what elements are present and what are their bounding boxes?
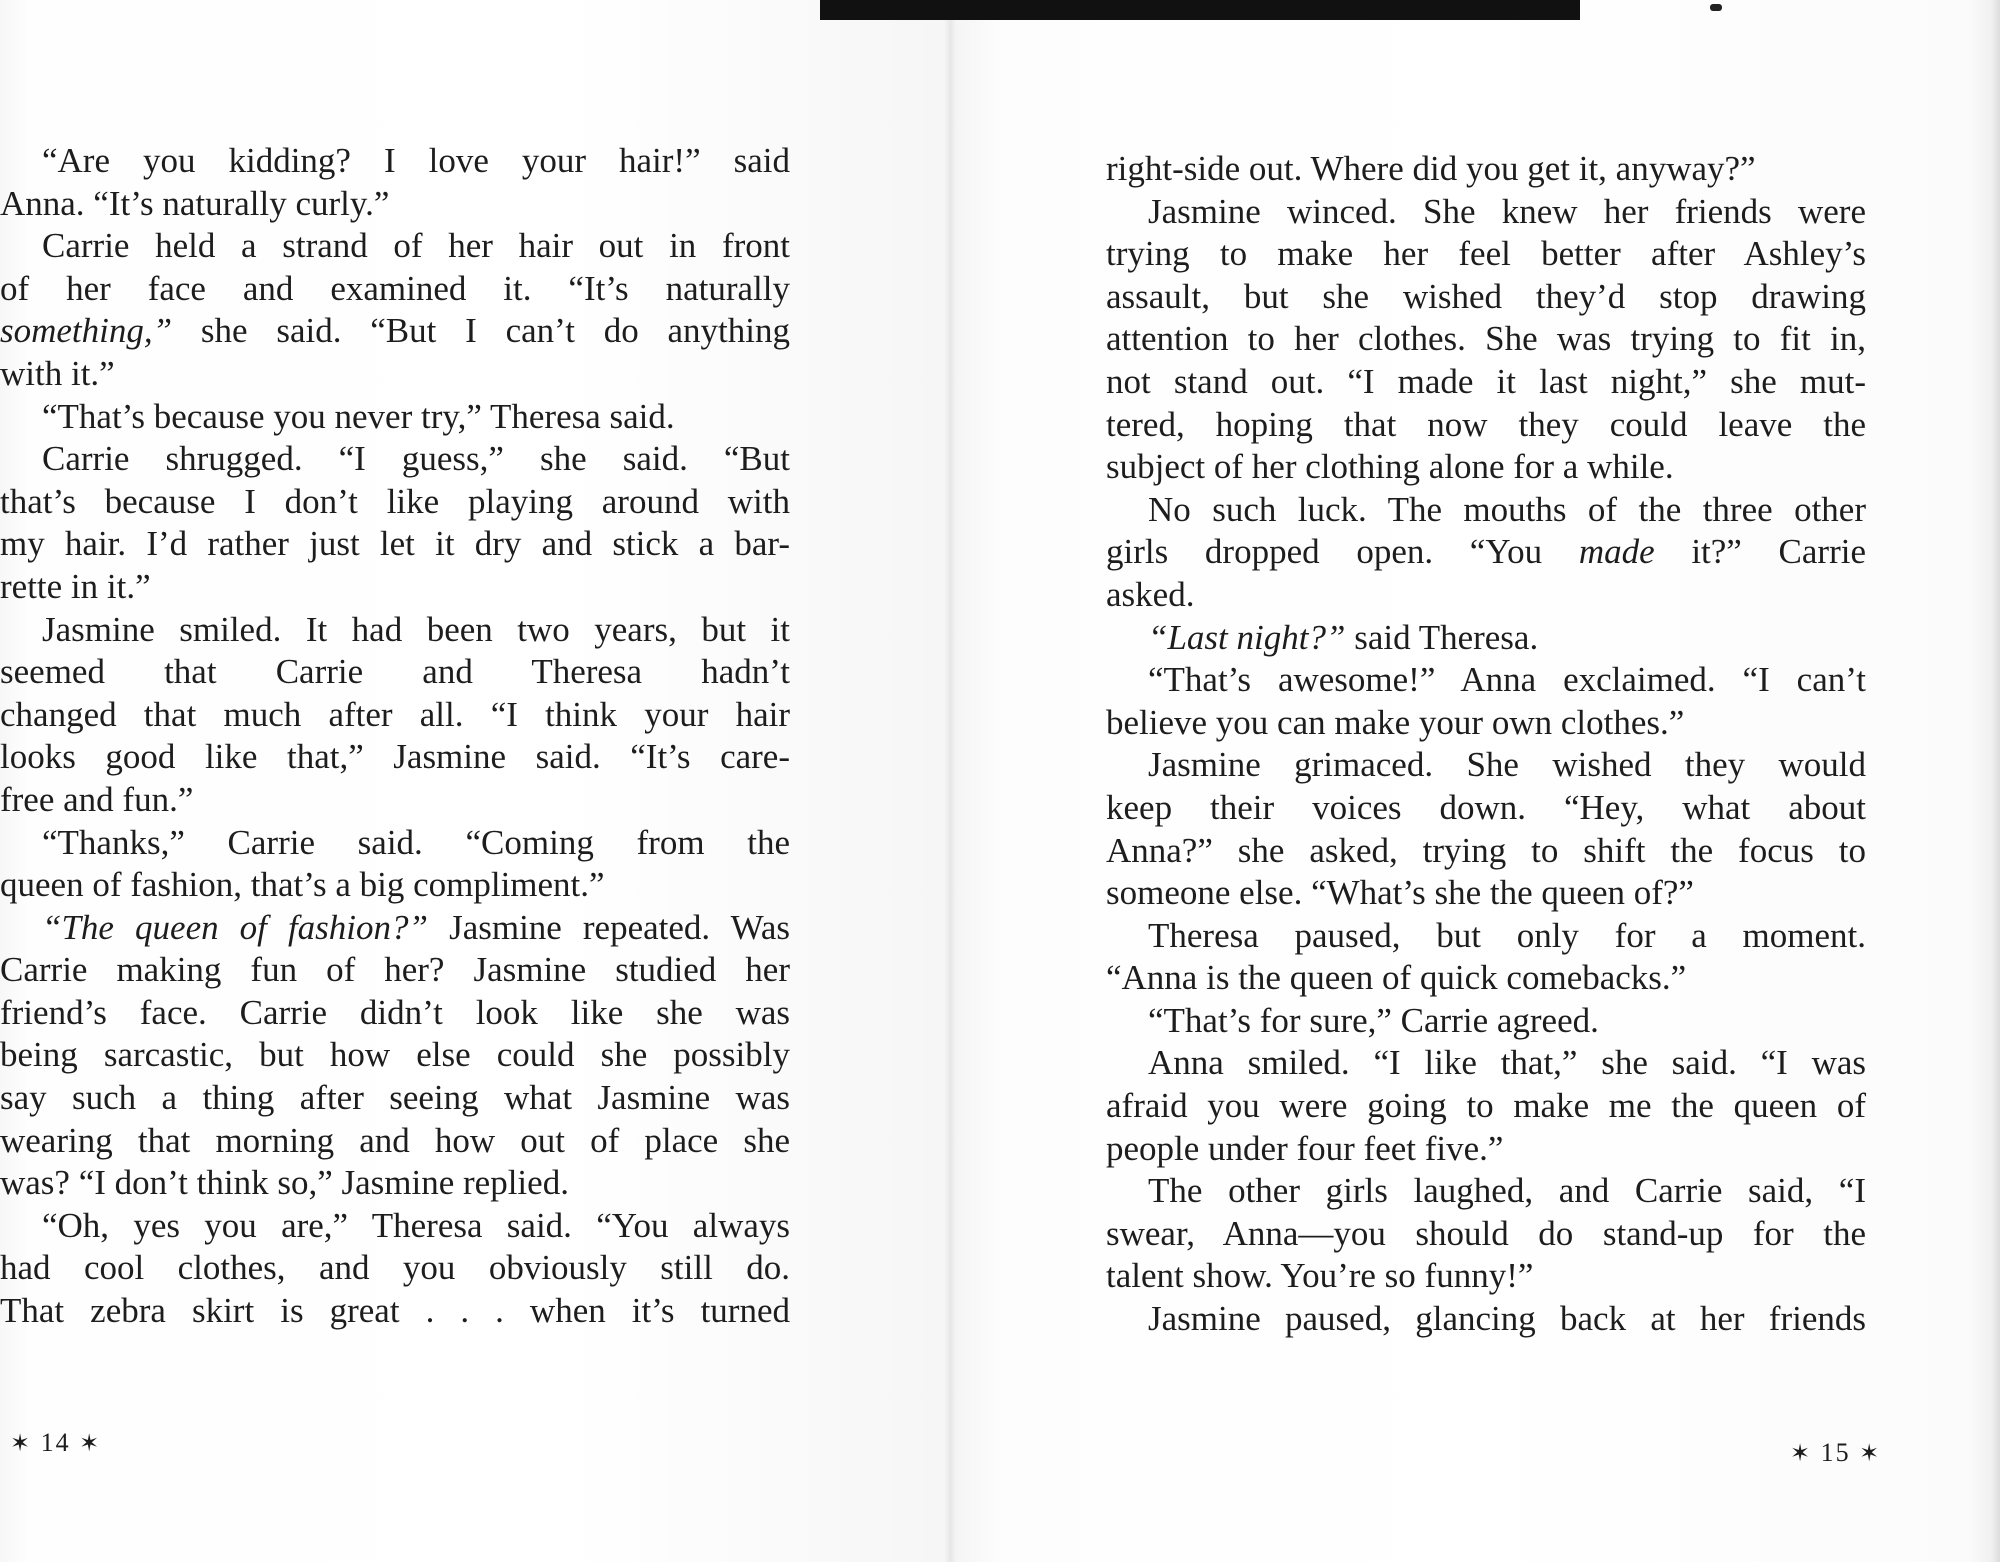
text-line: subject of her clothing alone for a while. [1106, 447, 1674, 487]
text-line: my hair. I’d rather just let it dry and stick a bar- [0, 524, 790, 564]
text-line: talent show. You’re so funny!” [1106, 1256, 1534, 1296]
text-line: “The queen of fashion?” Jasmine repeated. Was [42, 907, 790, 947]
text-line: “That’s because you never try,” Theresa said. [42, 396, 675, 436]
text-line: “Oh, yes you are,” Theresa said. “You always [42, 1205, 790, 1245]
text-line: right-side out. Where did you get it, anyway?” [1106, 149, 1756, 188]
text-line: trying to make her feel better after Ashley’s [1106, 234, 1866, 274]
text-line: Jasmine winced. She knew her friends were [1148, 191, 1866, 231]
text-line: people under four feet five.” [1106, 1128, 1504, 1168]
text-line: with it.” [0, 353, 115, 393]
text-line: Anna. “It’s naturally curly.” [0, 183, 390, 223]
text-line: The other girls laughed, and Carrie said, “I [1148, 1171, 1866, 1211]
text-line: Anna?” she asked, trying to shift the focus to [1106, 830, 1866, 870]
text-line: “Are you kidding? I love your hair!” said [42, 141, 790, 180]
star-icon: ✶ [1859, 1441, 1882, 1467]
text-line: Jasmine paused, glancing back at her friends [1148, 1299, 1866, 1339]
text-line: wearing that morning and how out of place she [0, 1120, 790, 1160]
text-line: being sarcastic, but how else could she possibly [0, 1035, 790, 1075]
page-number-right [1790, 1438, 1881, 1468]
right-page-text [1106, 148, 1866, 1341]
text-line: “Thanks,” Carrie said. “Coming from the [42, 822, 790, 862]
text-line: changed that much after all. “I think your hair [0, 694, 790, 734]
top-shadow-bar [820, 0, 1580, 20]
text-line: something,” she said. “But I can’t do anything [0, 311, 790, 351]
text-line: had cool clothes, and you obviously still do. [0, 1248, 790, 1288]
text-line: “Last night?” said Theresa. [1148, 617, 1539, 657]
text-line: “That’s awesome!” Anna exclaimed. “I can’t [1148, 660, 1866, 700]
text-line: swear, Anna—you should do stand-up for the [1106, 1213, 1866, 1253]
text-line: Carrie making fun of her? Jasmine studied her [0, 950, 790, 990]
text-line: No such luck. The mouths of the three other [1148, 489, 1866, 529]
text-line: attention to her clothes. She was trying to fit in, [1106, 319, 1866, 359]
star-icon: ✶ [79, 1431, 102, 1457]
text-line: girls dropped open. “You made it?” Carrie [1106, 532, 1866, 572]
text-line: of her face and examined it. “It’s naturally [0, 268, 790, 308]
text-line: asked. [1106, 574, 1195, 614]
page-edge [1992, 0, 2000, 1562]
text-line: rette in it.” [0, 566, 151, 606]
star-icon: ✶ [10, 1431, 33, 1457]
text-line: Anna smiled. “I like that,” she said. “I was [1148, 1043, 1866, 1083]
text-line: queen of fashion, that’s a big compliment.” [0, 865, 605, 905]
text-line: was? “I don’t think so,” Jasmine replied. [0, 1163, 569, 1203]
left-page-text [0, 140, 790, 1333]
text-line: keep their voices down. “Hey, what about [1106, 787, 1866, 827]
text-line: Carrie shrugged. “I guess,” she said. “But [42, 439, 790, 479]
text-line: afraid you were going to make me the queen of [1106, 1086, 1866, 1126]
text-line: free and fun.” [0, 779, 194, 819]
text-line: Jasmine grimaced. She wished they would [1148, 745, 1866, 785]
text-line: believe you can make your own clothes.” [1106, 702, 1685, 742]
text-line: looks good like that,” Jasmine said. “It’s care- [0, 737, 790, 777]
text-line: someone else. “What’s she the queen of?” [1106, 873, 1694, 913]
text-line: That zebra skirt is great . . . when it’s turned [0, 1291, 790, 1331]
text-line: Jasmine smiled. It had been two years, but it [42, 609, 790, 649]
page-number: 14 [40, 1428, 71, 1457]
text-line: Theresa paused, but only for a moment. [1148, 915, 1866, 955]
page-number-left [10, 1428, 101, 1458]
text-line: not stand out. “I made it last night,” she mut- [1106, 361, 1866, 401]
top-mark [1710, 4, 1722, 11]
star-icon: ✶ [1790, 1441, 1813, 1467]
text-line: say such a thing after seeing what Jasmine was [0, 1078, 790, 1118]
text-line: assault, but she wished they’d stop drawing [1106, 276, 1866, 316]
text-line: “Anna is the queen of quick comebacks.” [1106, 958, 1687, 998]
text-line: Carrie held a strand of her hair out in front [42, 226, 790, 266]
text-line: that’s because I don’t like playing around with [0, 481, 790, 521]
text-line: seemed that Carrie and Theresa hadn’t [0, 652, 790, 692]
page-number: 15 [1820, 1438, 1851, 1467]
text-line: friend’s face. Carrie didn’t look like she was [0, 992, 790, 1032]
text-line: tered, hoping that now they could leave the [1106, 404, 1866, 444]
text-line: “That’s for sure,” Carrie agreed. [1148, 1000, 1599, 1040]
book-gutter [944, 0, 956, 1562]
